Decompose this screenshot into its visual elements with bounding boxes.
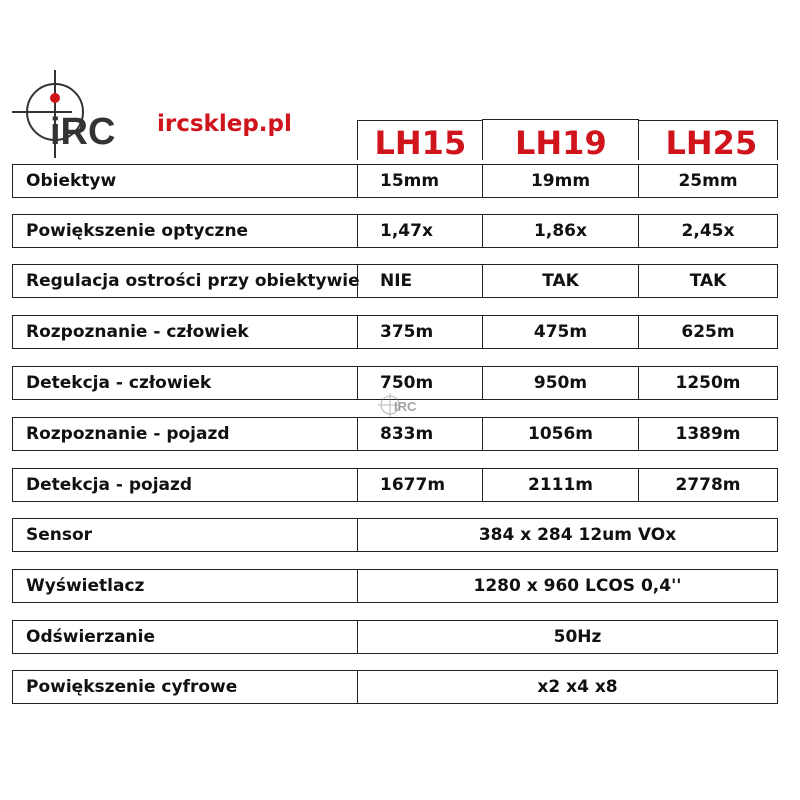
shared-spec-value: x2 x4 x8 <box>357 670 778 704</box>
spec-value-lh25: 625m <box>638 315 778 349</box>
spec-value-lh15: 750m <box>357 366 483 400</box>
model-name-lh15: LH15 <box>374 124 467 162</box>
spec-value-lh25: 1389m <box>638 417 778 451</box>
irc-logo <box>12 70 137 160</box>
spec-label: Powiększenie optyczne <box>12 214 358 248</box>
spec-value-lh19: 475m <box>482 315 639 349</box>
spec-label: Rozpoznanie - pojazd <box>12 417 358 451</box>
spec-label: Obiektyw <box>12 164 358 198</box>
spec-label: Rozpoznanie - człowiek <box>12 315 358 349</box>
spec-value-lh19: TAK <box>482 264 639 298</box>
spec-value-lh15: 1677m <box>357 468 483 502</box>
spec-value-lh15: 375m <box>357 315 483 349</box>
spec-label: Powiększenie cyfrowe <box>12 670 358 704</box>
irc-watermark <box>378 392 426 418</box>
spec-value-lh19: 2111m <box>482 468 639 502</box>
spec-value-lh25: 1250m <box>638 366 778 400</box>
spec-label: Sensor <box>12 518 358 552</box>
spec-value-lh25: 2778m <box>638 468 778 502</box>
spec-value-lh15: 1,47x <box>357 214 483 248</box>
svg-text:IRC: IRC <box>394 399 417 414</box>
shared-spec-value: 384 x 284 12um VOx <box>357 518 778 552</box>
spec-label: Odświerzanie <box>12 620 358 654</box>
shared-spec-value: 50Hz <box>357 620 778 654</box>
spec-value-lh15: NIE <box>357 264 483 298</box>
model-name-lh25: LH25 <box>665 124 758 162</box>
spec-value-lh19: 950m <box>482 366 639 400</box>
spec-value-lh25: TAK <box>638 264 778 298</box>
shop-website-link[interactable]: ircsklep.pl <box>157 111 292 137</box>
spec-label: Detekcja - człowiek <box>12 366 358 400</box>
spec-value-lh19: 1056m <box>482 417 639 451</box>
model-name-lh19: LH19 <box>515 124 607 162</box>
spec-value-lh19: 19mm <box>482 164 639 198</box>
shared-spec-value: 1280 x 960 LCOS 0,4'' <box>357 569 778 603</box>
spec-value-lh25: 25mm <box>638 164 778 198</box>
spec-label: Wyświetlacz <box>12 569 358 603</box>
spec-value-lh15: 15mm <box>357 164 483 198</box>
spec-value-lh15: 833m <box>357 417 483 451</box>
spec-label: Detekcja - pojazd <box>12 468 358 502</box>
spec-label: Regulacja ostrości przy obiektywie <box>12 264 358 298</box>
spec-value-lh19: 1,86x <box>482 214 639 248</box>
spec-value-lh25: 2,45x <box>638 214 778 248</box>
svg-text:iRC: iRC <box>50 111 116 153</box>
